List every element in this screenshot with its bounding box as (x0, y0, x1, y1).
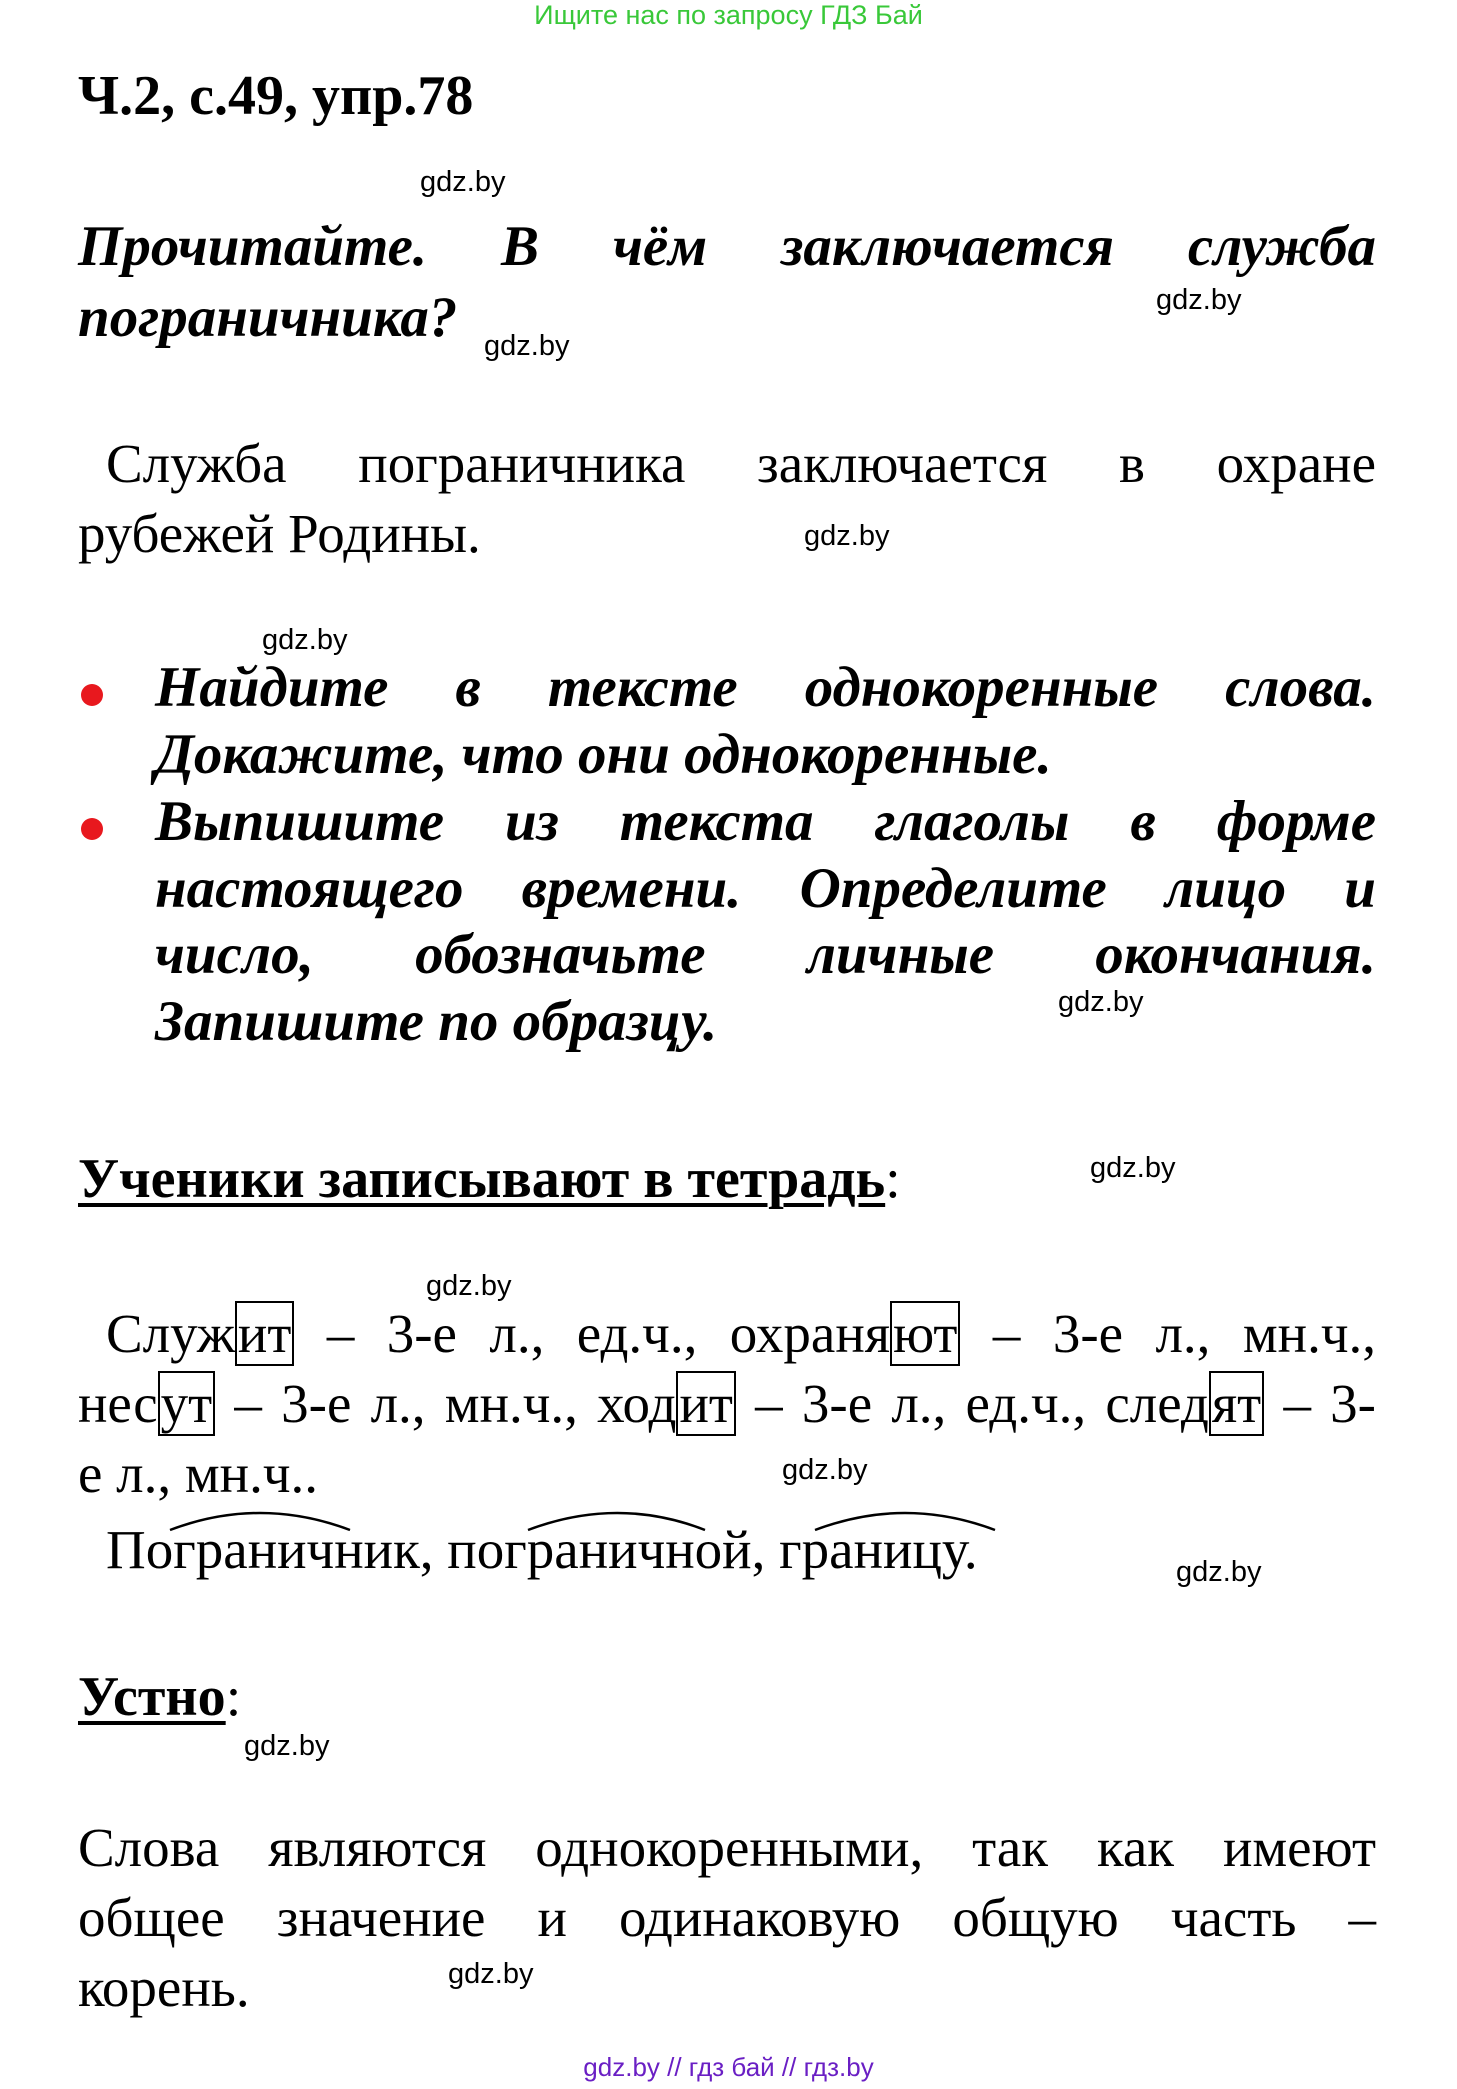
bullet-2-line-2: настоящего времени. Определите лицо и (155, 857, 1376, 920)
watermark: gdz.by (804, 520, 890, 552)
page-title: Ч.2, с.49, упр.78 (78, 65, 474, 127)
watermark: gdz.by (1058, 986, 1144, 1018)
footer-text: gdz.by // гдз бай // гдз.by (583, 2052, 874, 2082)
verb-info: – 3-е л., ед.ч., (294, 1303, 730, 1364)
bullet-2-line-3: число, обозначьте личные окончания. (155, 923, 1376, 986)
watermark: gdz.by (262, 624, 348, 656)
verb-ending: ит (235, 1301, 294, 1366)
verb-info: – 3-е л., мн.ч., (215, 1373, 598, 1434)
watermark: gdz.by (782, 1454, 868, 1486)
verb-info: – 3-е л., ед.ч., (735, 1373, 1106, 1434)
oral-heading-text: Устно (78, 1666, 226, 1728)
banner-text: Ищите нас по запросу ГДЗ Бай (534, 0, 923, 30)
verb-stem: след (1105, 1373, 1209, 1434)
verb-stem: Служ (106, 1303, 235, 1364)
watermark: gdz.by (1176, 1556, 1262, 1588)
watermark: gdz.by (484, 330, 570, 362)
heading-colon: : (225, 1666, 242, 1728)
bullet-2-line-4: Запишите по образцу. (155, 990, 718, 1053)
task-line-1: Прочитайте. В чём заключается служба (78, 215, 1376, 278)
oral-line-3: корень. (78, 1957, 250, 2018)
verb-info: – 3-е л., мн.ч., (960, 1303, 1376, 1364)
watermark: gdz.by (448, 1958, 534, 1990)
task-line-2: пограничника? (78, 286, 458, 349)
bullet-1-line-2: Докажите, что они однокоренные. (155, 723, 1052, 786)
oral-heading (78, 1665, 241, 1729)
watermark: gdz.by (244, 1730, 330, 1762)
bullet-1-line-1: Найдите в тексте однокоренные слова. (155, 656, 1376, 719)
verb-info: – 3- (1264, 1373, 1376, 1434)
oral-line-2: общее значение и одинаковую общую часть – (78, 1887, 1376, 1948)
oral-line-1: Слова являются однокоренными, так как имеют (78, 1817, 1376, 1878)
heading-colon: : (885, 1148, 901, 1210)
verb-ending: ят (1209, 1371, 1264, 1436)
footer (0, 2052, 1457, 2083)
verb-ending: ут (158, 1371, 216, 1436)
verb-ending: ит (676, 1371, 735, 1436)
written-heading-text: Ученики записывают в тетрадь (78, 1148, 886, 1210)
watermark: gdz.by (1156, 284, 1242, 316)
verb-stem: охраня (729, 1303, 891, 1364)
answer-line-1: Служба пограничника заключается в охране (106, 433, 1376, 494)
bullet-2-line-1: Выпишите из текста глаголы в форме (155, 790, 1376, 853)
cognates-line: Пограничник, пограничной, границу. (106, 1519, 978, 1580)
verb-ending: ют (890, 1301, 960, 1366)
watermark: gdz.by (426, 1270, 512, 1302)
verb-stem: ход (597, 1373, 677, 1434)
answer-line-2: рубежей Родины. (78, 503, 481, 564)
watermark: gdz.by (1090, 1152, 1176, 1184)
watermark: gdz.by (420, 166, 506, 198)
verbs-line-3: е л., мн.ч.. (78, 1443, 319, 1504)
verb-stem: нес (78, 1373, 158, 1434)
